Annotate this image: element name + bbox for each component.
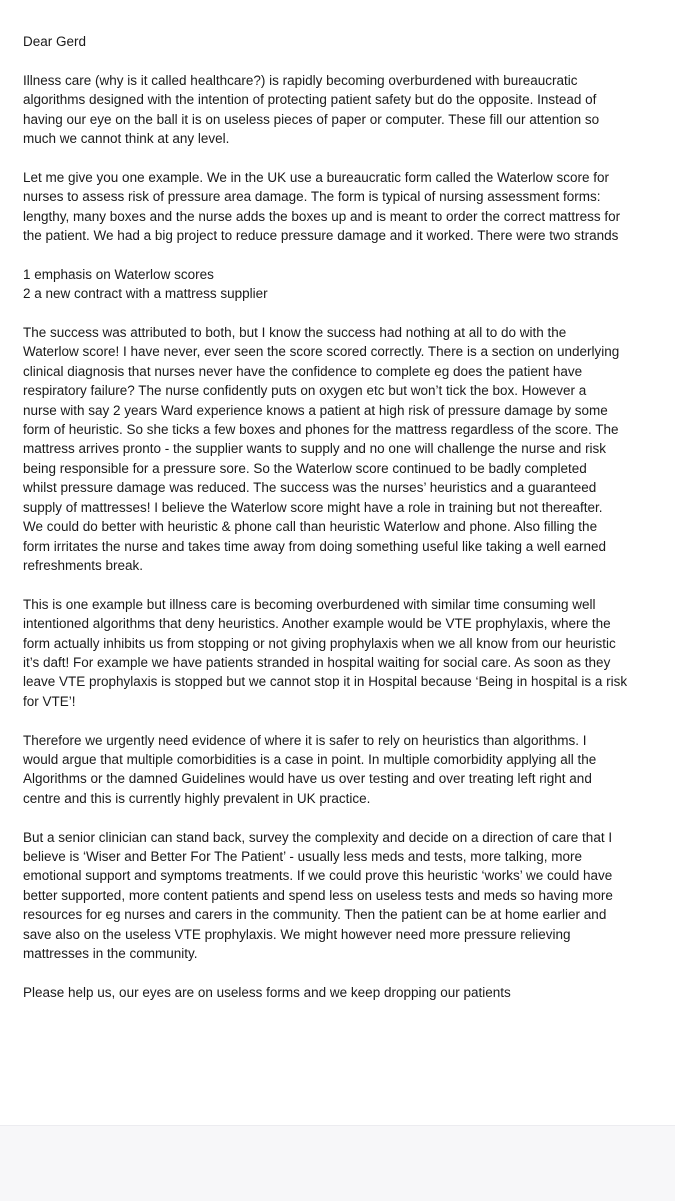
text-line: the patient. We had a big project to reduce pressure damage and it worked. There were two strands xyxy=(23,228,619,244)
text-line: lengthy, many boxes and the nurse adds the boxes up and is meant to order the correct mattress for xyxy=(23,208,621,224)
text-line: algorithms designed with the intention of protecting patient safety but do the opposite. Instead of xyxy=(23,92,597,108)
paragraph-4 xyxy=(23,595,663,711)
text-line: save also on the useless VTE prophylaxis. We might however need more pressure relieving xyxy=(23,926,571,942)
text-line: would argue that multiple comorbidities is a case in point. In multiple comorbidity applying all the xyxy=(23,751,597,767)
text-line: resources for eg nurses and carers in the community. Then the patient can be at home earlier and xyxy=(23,907,607,923)
text-line: mattresses in the community. xyxy=(23,945,198,961)
text-line: form actually inhibits us from stopping or not giving prophylaxis when we all know from our heuristic xyxy=(23,635,616,651)
text-line: Therefore we urgently need evidence of where it is safer to rely on heuristics than algorithms. I xyxy=(23,732,587,748)
text-line: Waterlow score! I have never, ever seen the score scored correctly. There is a section on underlying xyxy=(23,344,620,360)
salutation xyxy=(23,32,663,51)
text-line: believe is ‘Wiser and Better For The Patient’ - usually less meds and tests, more talking, more xyxy=(23,848,582,864)
list-item: 2 a new contract with a mattress supplier xyxy=(23,286,268,302)
text-line: Please help us, our eyes are on useless forms and we keep dropping our patients xyxy=(23,984,511,1000)
text-line: mattress arrives pronto - the supplier wants to supply and no one will challenge the nurse and risk xyxy=(23,441,607,457)
text-line: form irritates the nurse and takes time away from doing something useful like taking a well earned xyxy=(23,538,607,554)
text-line: respiratory failure? The nurse confidently puts on oxygen etc but won’t tick the box. However a xyxy=(23,383,587,399)
text-line: having our eye on the ball it is on useless pieces of paper or computer. These fill our attention so xyxy=(23,111,600,127)
text-line: much we cannot think at any level. xyxy=(23,131,230,147)
text-line: This is one example but illness care is becoming overburdened with similar time consuming well xyxy=(23,596,596,612)
text-line: refreshments break. xyxy=(23,557,144,573)
text-line: We could do better with heuristic & phone call than heuristic Waterlow and phone. Also filling the xyxy=(23,519,598,535)
paragraph-5 xyxy=(23,731,663,809)
text-line: better supported, more content patients and spend less on useless tests and meds so having more xyxy=(23,887,613,903)
text-line: Let me give you one example. We in the UK use a bureaucratic form called the Waterlow score for xyxy=(23,169,610,185)
text-line: But a senior clinician can stand back, survey the complexity and decide on a direction of care that I xyxy=(23,829,613,845)
text-line: being responsible for a pressure sore. So the Waterlow score continued to be badly completed xyxy=(23,460,587,476)
text-line: intentioned algorithms that deny heuristics. Another example would be VTE prophylaxis, where the xyxy=(23,616,611,632)
list-item: 1 emphasis on Waterlow scores xyxy=(23,266,214,282)
text-line: The success was attributed to both, but I know the success had nothing at all to do with the xyxy=(23,325,567,341)
strands-list xyxy=(23,265,663,304)
page-footer-strip xyxy=(0,1125,675,1201)
text-line: emotional support and symptoms treatments. If we could prove this heuristic ‘works’ we could have xyxy=(23,868,613,884)
text-line: nurses to assess risk of pressure area damage. The form is typical of nursing assessment forms: xyxy=(23,189,601,205)
text-line: leave VTE prophylaxis is stopped but we cannot stop it in Hospital because ‘Being in hospital is a risk xyxy=(23,674,628,690)
salutation-line: Dear Gerd xyxy=(23,34,87,49)
paragraph-3 xyxy=(23,323,663,575)
text-line: nurse with say 2 years Ward experience knows a patient at high risk of pressure damage by some xyxy=(23,402,608,418)
text-line: it’s daft! For example we have patients stranded in hospital waiting for social care. As soon as they xyxy=(23,654,611,670)
text-line: Algorithms or the damned Guidelines would have us over testing and over treating left right and xyxy=(23,771,592,787)
letter-body xyxy=(23,32,663,1022)
paragraph-2 xyxy=(23,168,663,246)
text-line: clinical diagnosis that nurses never have the confidence to complete eg does the patient have xyxy=(23,363,583,379)
text-line: whilst pressure damage was reduced. The success was the nurses’ heuristics and a guaranteed xyxy=(23,480,597,496)
text-line: supply of mattresses! I believe the Waterlow score might have a role in training but not thereafter. xyxy=(23,499,603,515)
text-line: for VTE’! xyxy=(23,693,76,709)
text-line: form of heuristic. So she ticks a few boxes and phones for the mattress regardless of the score. The xyxy=(23,422,619,438)
paragraph-1 xyxy=(23,71,663,149)
text-line: Illness care (why is it called healthcare?) is rapidly becoming overburdened with bureaucratic xyxy=(23,72,578,88)
text-line: centre and this is currently highly prevalent in UK practice. xyxy=(23,790,371,806)
closing-paragraph xyxy=(23,983,663,1002)
paragraph-6 xyxy=(23,828,663,964)
